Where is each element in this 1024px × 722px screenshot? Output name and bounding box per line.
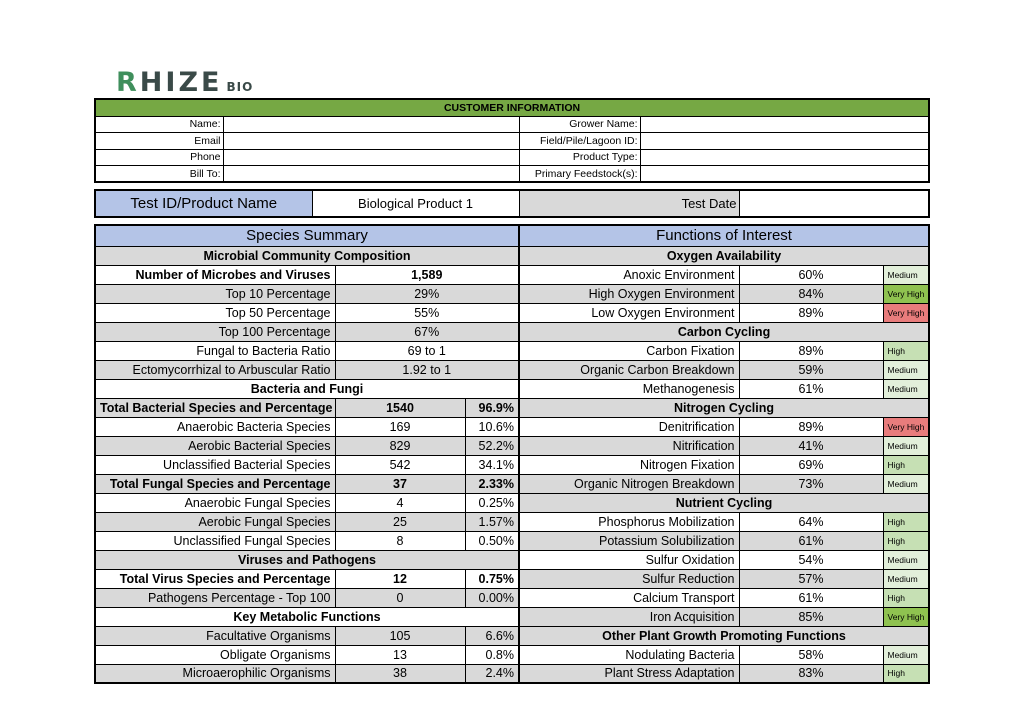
function-label: Denitrification <box>519 417 739 436</box>
functions-of-interest-header: Functions of Interest <box>519 225 929 246</box>
function-label: Phosphorus Mobilization <box>519 512 739 531</box>
summary-row <box>95 645 929 664</box>
function-label: Methanogenesis <box>519 379 739 398</box>
function-percentage: 58% <box>739 645 883 664</box>
summary-row <box>95 436 929 455</box>
field-id-label: Field/Pile/Lagoon ID: <box>519 133 640 150</box>
function-percentage: 89% <box>739 341 883 360</box>
function-level-badge: Medium <box>883 550 929 569</box>
nitrogen-cycling-header: Nitrogen Cycling <box>519 398 929 417</box>
bill-to-label: Bill To: <box>95 166 223 183</box>
metric-count: 4 <box>335 493 465 512</box>
summary-row <box>95 569 929 588</box>
function-label: Anoxic Environment <box>519 265 739 284</box>
summary-row <box>95 626 929 645</box>
function-percentage: 60% <box>739 265 883 284</box>
function-percentage: 61% <box>739 588 883 607</box>
summary-row <box>95 607 929 626</box>
name-field[interactable] <box>223 116 519 133</box>
function-level-badge: Medium <box>883 379 929 398</box>
metric-count: 169 <box>335 417 465 436</box>
phone-field[interactable] <box>223 149 519 166</box>
summary-row <box>95 379 929 398</box>
metric-label: Total Virus Species and Percentage <box>95 569 335 588</box>
function-label: Nodulating Bacteria <box>519 645 739 664</box>
phone-label: Phone <box>95 149 223 166</box>
metric-value: 67% <box>335 322 519 341</box>
metric-value: 55% <box>335 303 519 322</box>
metric-percentage: 2.4% <box>465 664 519 683</box>
function-level-badge: High <box>883 341 929 360</box>
summary-row <box>95 246 929 265</box>
summary-row <box>95 455 929 474</box>
function-label: Nitrogen Fixation <box>519 455 739 474</box>
function-percentage: 89% <box>739 417 883 436</box>
summary-row <box>95 493 929 512</box>
function-percentage: 89% <box>739 303 883 322</box>
function-level-badge: High <box>883 588 929 607</box>
metric-percentage: 2.33% <box>465 474 519 493</box>
logo-mark: RHIZE <box>116 67 223 98</box>
customer-information-table <box>94 98 930 183</box>
metric-count: 8 <box>335 531 465 550</box>
function-percentage: 85% <box>739 607 883 626</box>
function-label: Calcium Transport <box>519 588 739 607</box>
summary-row <box>95 341 929 360</box>
summary-row <box>95 303 929 322</box>
function-level-badge: Medium <box>883 265 929 284</box>
function-label: Nitrification <box>519 436 739 455</box>
metric-label: Ectomycorrhizal to Arbuscular Ratio <box>95 360 335 379</box>
metric-percentage: 0.8% <box>465 645 519 664</box>
function-level-badge: High <box>883 455 929 474</box>
metric-label: Anaerobic Fungal Species <box>95 493 335 512</box>
metric-count: 37 <box>335 474 465 493</box>
metric-percentage: 96.9% <box>465 398 519 417</box>
summary-row <box>95 284 929 303</box>
primary-feedstock-field[interactable] <box>640 166 929 183</box>
function-percentage: 54% <box>739 550 883 569</box>
key-metabolic-header: Key Metabolic Functions <box>95 607 519 626</box>
metric-value: 69 to 1 <box>335 341 519 360</box>
metric-label: Fungal to Bacteria Ratio <box>95 341 335 360</box>
metric-count: 829 <box>335 436 465 455</box>
function-level-badge: High <box>883 664 929 683</box>
metric-label: Total Fungal Species and Percentage <box>95 474 335 493</box>
function-percentage: 69% <box>739 455 883 474</box>
metric-value: 29% <box>335 284 519 303</box>
metric-count: 0 <box>335 588 465 607</box>
summary-row <box>95 550 929 569</box>
summary-row <box>95 664 929 683</box>
function-percentage: 57% <box>739 569 883 588</box>
metric-label: Number of Microbes and Viruses <box>95 265 335 284</box>
function-label: Organic Nitrogen Breakdown <box>519 474 739 493</box>
function-percentage: 61% <box>739 531 883 550</box>
function-level-badge: Very High <box>883 607 929 626</box>
function-level-badge: Medium <box>883 474 929 493</box>
summary-table <box>94 224 930 684</box>
name-label: Name: <box>95 116 223 133</box>
summary-row <box>95 531 929 550</box>
metric-percentage: 6.6% <box>465 626 519 645</box>
microbial-community-header: Microbial Community Composition <box>95 246 519 265</box>
test-date-value[interactable] <box>739 190 929 217</box>
metric-percentage: 0.50% <box>465 531 519 550</box>
rhize-bio-logo <box>116 67 254 98</box>
email-field[interactable] <box>223 133 519 150</box>
summary-row <box>95 398 929 417</box>
oxygen-availability-header: Oxygen Availability <box>519 246 929 265</box>
function-level-badge: High <box>883 512 929 531</box>
test-id-table <box>94 189 930 218</box>
metric-label: Aerobic Fungal Species <box>95 512 335 531</box>
field-id-field[interactable] <box>640 133 929 150</box>
function-level-badge: High <box>883 531 929 550</box>
logo-sub: BIO <box>226 80 254 94</box>
metric-percentage: 0.00% <box>465 588 519 607</box>
product-type-field[interactable] <box>640 149 929 166</box>
metric-label: Microaerophilic Organisms <box>95 664 335 683</box>
function-label: Plant Stress Adaptation <box>519 664 739 683</box>
function-label: Potassium Solubilization <box>519 531 739 550</box>
metric-label: Anaerobic Bacteria Species <box>95 417 335 436</box>
function-percentage: 83% <box>739 664 883 683</box>
summary-row <box>95 265 929 284</box>
email-label: Email <box>95 133 223 150</box>
test-date-label: Test Date <box>519 190 739 217</box>
function-percentage: 41% <box>739 436 883 455</box>
function-level-badge: Medium <box>883 569 929 588</box>
metric-label: Pathogens Percentage - Top 100 <box>95 588 335 607</box>
metric-label: Total Bacterial Species and Percentage <box>95 398 335 417</box>
metric-count: 105 <box>335 626 465 645</box>
metric-percentage: 0.75% <box>465 569 519 588</box>
customer-information-header: CUSTOMER INFORMATION <box>95 99 929 116</box>
bacteria-fungi-header: Bacteria and Fungi <box>95 379 519 398</box>
metric-label: Unclassified Bacterial Species <box>95 455 335 474</box>
function-level-badge: Very High <box>883 284 929 303</box>
test-id-label: Test ID/Product Name <box>95 190 312 217</box>
summary-row <box>95 322 929 341</box>
metric-count: 12 <box>335 569 465 588</box>
metric-count: 25 <box>335 512 465 531</box>
function-level-badge: Medium <box>883 645 929 664</box>
metric-count: 1540 <box>335 398 465 417</box>
function-level-badge: Medium <box>883 436 929 455</box>
summary-row <box>95 360 929 379</box>
summary-row <box>95 588 929 607</box>
function-label: Sulfur Oxidation <box>519 550 739 569</box>
metric-label: Obligate Organisms <box>95 645 335 664</box>
metric-label: Unclassified Fungal Species <box>95 531 335 550</box>
product-type-label: Product Type: <box>519 149 640 166</box>
function-percentage: 84% <box>739 284 883 303</box>
metric-count: 542 <box>335 455 465 474</box>
metric-label: Facultative Organisms <box>95 626 335 645</box>
metric-percentage: 1.57% <box>465 512 519 531</box>
function-percentage: 59% <box>739 360 883 379</box>
summary-row <box>95 417 929 436</box>
nutrient-cycling-header: Nutrient Cycling <box>519 493 929 512</box>
function-level-badge: Medium <box>883 360 929 379</box>
summary-row <box>95 474 929 493</box>
function-label: Carbon Fixation <box>519 341 739 360</box>
metric-percentage: 52.2% <box>465 436 519 455</box>
grower-name-field[interactable] <box>640 116 929 133</box>
species-summary-header: Species Summary <box>95 225 519 246</box>
metric-label: Aerobic Bacterial Species <box>95 436 335 455</box>
function-percentage: 73% <box>739 474 883 493</box>
function-percentage: 64% <box>739 512 883 531</box>
summary-row <box>95 512 929 531</box>
metric-label: Top 10 Percentage <box>95 284 335 303</box>
metric-value: 1,589 <box>335 265 519 284</box>
function-level-badge: Very High <box>883 303 929 322</box>
function-label: Iron Acquisition <box>519 607 739 626</box>
grower-name-label: Grower Name: <box>519 116 640 133</box>
function-label: Low Oxygen Environment <box>519 303 739 322</box>
function-label: Organic Carbon Breakdown <box>519 360 739 379</box>
metric-percentage: 10.6% <box>465 417 519 436</box>
function-level-badge: Very High <box>883 417 929 436</box>
viruses-pathogens-header: Viruses and Pathogens <box>95 550 519 569</box>
function-label: Sulfur Reduction <box>519 569 739 588</box>
metric-value: 1.92 to 1 <box>335 360 519 379</box>
metric-percentage: 0.25% <box>465 493 519 512</box>
other-functions-header: Other Plant Growth Promoting Functions <box>519 626 929 645</box>
summary-row <box>95 225 929 246</box>
metric-label: Top 100 Percentage <box>95 322 335 341</box>
metric-count: 38 <box>335 664 465 683</box>
test-id-value[interactable]: Biological Product 1 <box>312 190 519 217</box>
carbon-cycling-header: Carbon Cycling <box>519 322 929 341</box>
primary-feedstock-label: Primary Feedstock(s): <box>519 166 640 183</box>
function-percentage: 61% <box>739 379 883 398</box>
metric-percentage: 34.1% <box>465 455 519 474</box>
bill-to-field[interactable] <box>223 166 519 183</box>
metric-count: 13 <box>335 645 465 664</box>
metric-label: Top 50 Percentage <box>95 303 335 322</box>
function-label: High Oxygen Environment <box>519 284 739 303</box>
